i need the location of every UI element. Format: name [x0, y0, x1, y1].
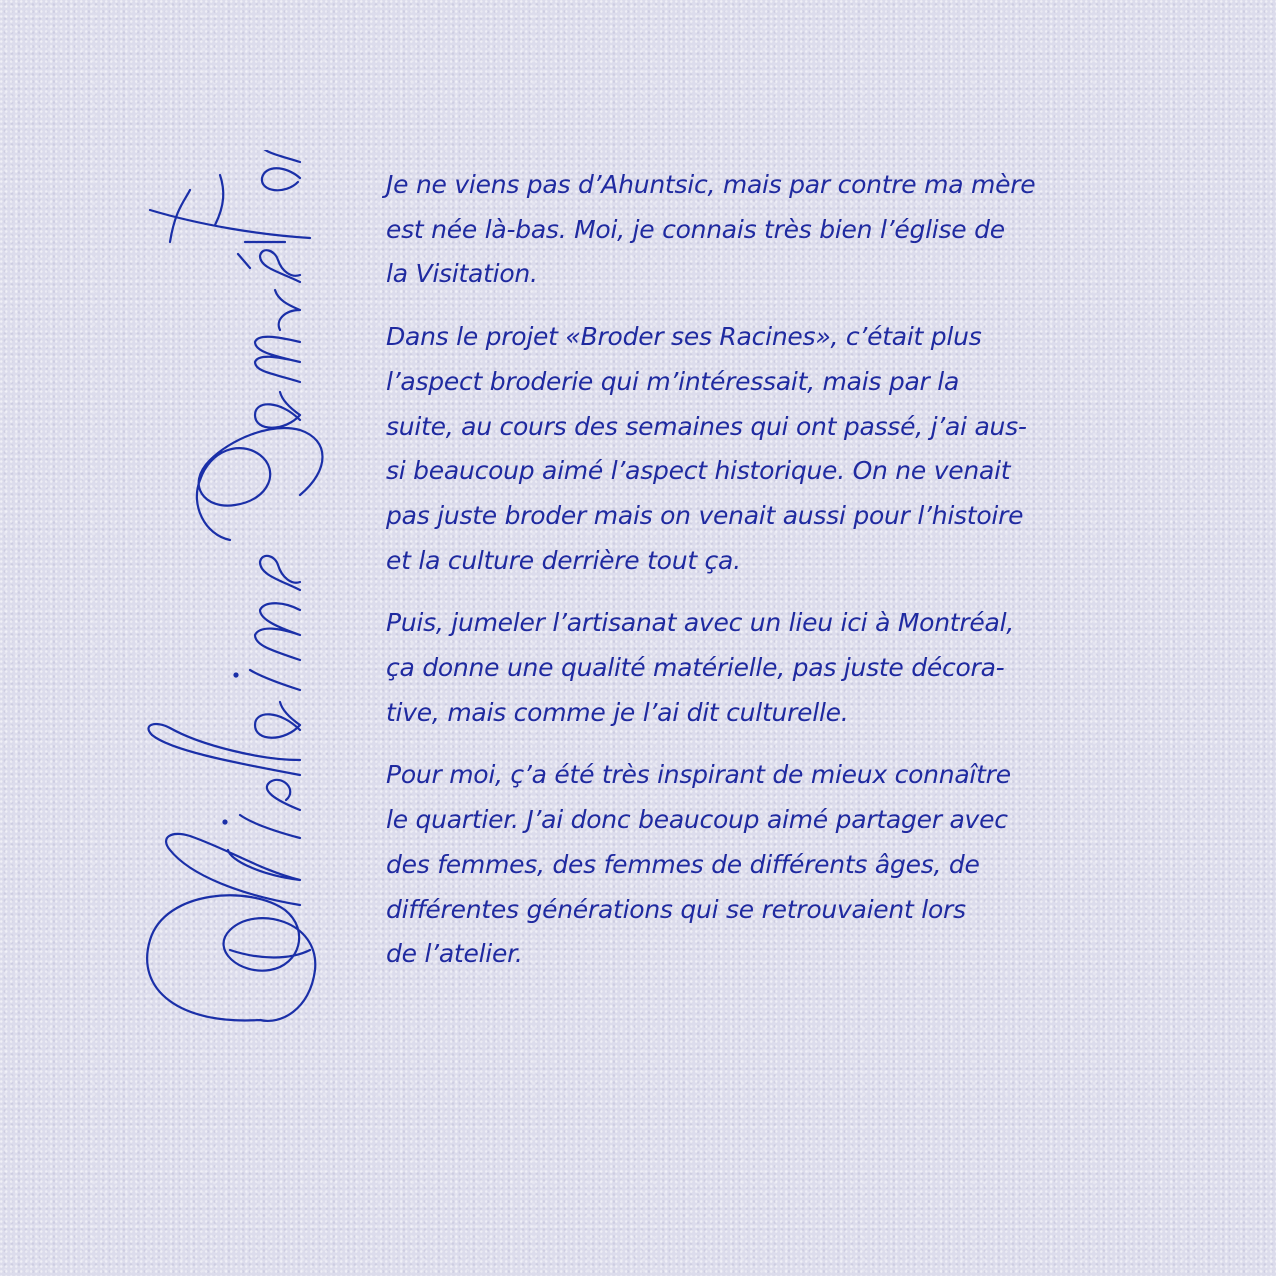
- text-line: tive, mais comme je l’ai dit culturelle.: [386, 697, 849, 727]
- text-line: des femmes, des femmes de différents âges, de: [386, 849, 980, 879]
- text-line: pas juste broder mais on venait aussi pour l’histoire: [386, 500, 1024, 530]
- text-line: le quartier. J’ai donc beaucoup aimé partager avec: [386, 805, 1008, 835]
- text-line: la Visitation.: [386, 259, 538, 289]
- signature-image: [110, 150, 340, 1030]
- paragraph-3: [386, 601, 1116, 735]
- text-line: Puis, jumeler l’artisanat avec un lieu ici à Montréal,: [386, 608, 1014, 638]
- text-line: si beaucoup aimé l’aspect historique. On ne venait: [386, 456, 1011, 486]
- text-line: Dans le projet «Broder ses Racines», c’était plus: [386, 322, 982, 352]
- paragraph-2: [386, 315, 1116, 583]
- text-line: suite, au cours des semaines qui ont passé, j’ai aus-: [386, 411, 1027, 441]
- text-line: ça donne une qualité matérielle, pas juste décora-: [386, 653, 1005, 683]
- text-line: et la culture derrière tout ça.: [386, 545, 741, 575]
- text-line: est née là-bas. Moi, je connais très bien l’église de: [386, 214, 1005, 244]
- text-line: Pour moi, ç’a été très inspirant de mieux connaître: [386, 760, 1011, 790]
- testimonial-text: [386, 163, 1116, 995]
- paragraph-4: [386, 753, 1116, 977]
- handwritten-signature: [110, 150, 340, 1030]
- text-line: Je ne viens pas d’Ahuntsic, mais par contre ma mère: [386, 170, 1036, 199]
- text-line: de l’atelier.: [386, 939, 523, 969]
- paragraph-1: [386, 163, 1116, 297]
- text-line: différentes générations qui se retrouvaient lors: [386, 894, 966, 924]
- text-line: l’aspect broderie qui m’intéressait, mais par la: [386, 366, 960, 396]
